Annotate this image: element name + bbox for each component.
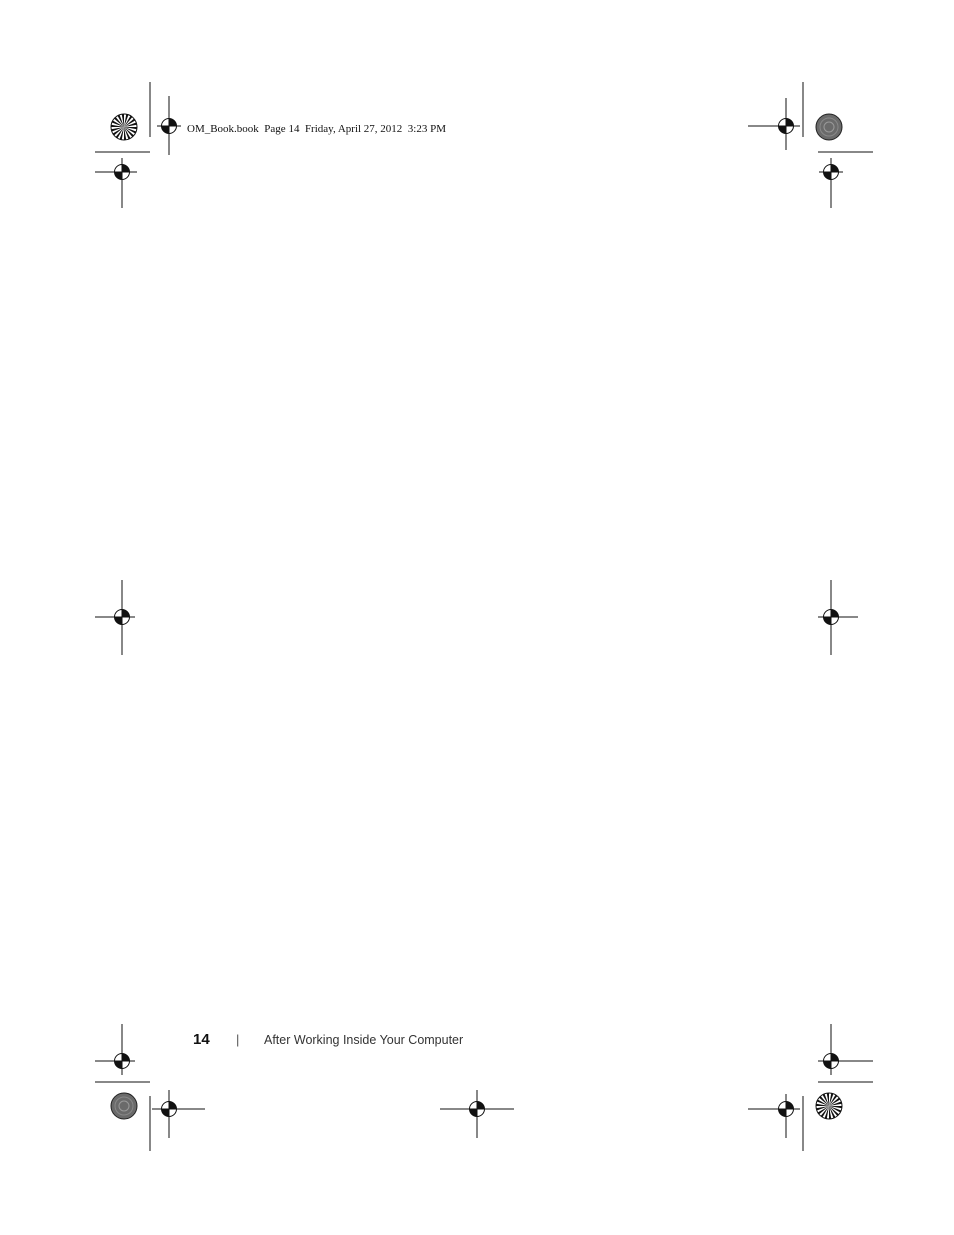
footer-separator: |: [236, 1032, 240, 1047]
star-target-icon: [111, 114, 137, 140]
footer-chapter-title: After Working Inside Your Computer: [264, 1033, 464, 1047]
grey-target-disc-icon: [111, 1093, 137, 1119]
crosshair-registration-icon: [110, 114, 843, 1121]
page-number: 14: [193, 1031, 210, 1048]
star-target-icon: [816, 1093, 842, 1119]
crop-lines: [95, 82, 873, 1151]
grey-target-disc-icon: [816, 114, 842, 140]
print-slug-header: OM_Book.book Page 14 Friday, April 27, 2012 3:23 PM: [187, 123, 447, 135]
